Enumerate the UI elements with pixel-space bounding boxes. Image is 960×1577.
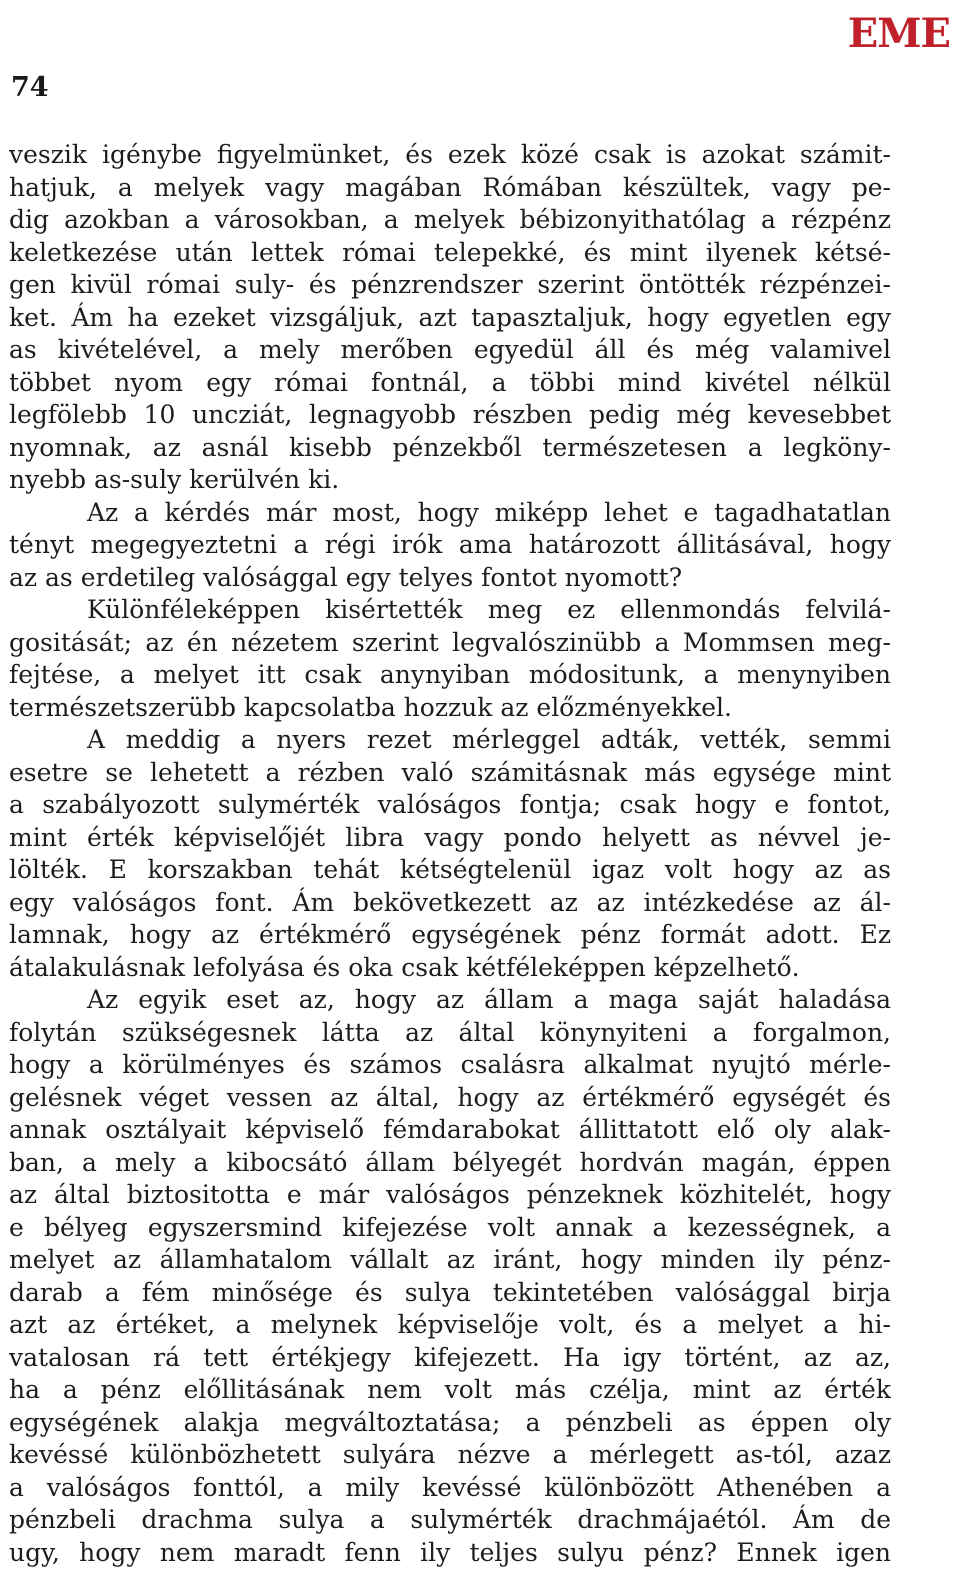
text-line: vatalosan rá tett értékjegy kifejezett. Ha igy történt, az az,: [9, 1342, 891, 1372]
text-line: az által biztositotta e már valóságos pénzeknek közhitelét, hogy: [9, 1180, 891, 1209]
text-line: többet nyom egy római fontnál, a többi mind kivétel nélkül: [9, 367, 891, 397]
text-line: gen kivül római suly- és pénzrendszer szerint öntötték rézpénzei-: [9, 270, 891, 299]
text-line: nyebb as-suly kerülvén ki.: [9, 465, 340, 494]
text-line: tényt megegyeztetni a régi irók ama határozott állitásával, hogy: [9, 530, 891, 559]
text-line: hatjuk, a melyek vagy magában Rómában készültek, vagy pe-: [9, 172, 891, 202]
text-line: hogy a körülményes és számos csalásra alkalmat nyujtó mérle-: [9, 1050, 891, 1079]
text-line: dig azokban a városokban, a melyek bébizonyithatólag a rézpénz: [9, 205, 891, 234]
text-line: a szabályozott sulymérték valóságos fontja; csak hogy e fontot,: [9, 790, 891, 819]
text-line: A meddig a nyers rezet mérleggel adták, vették, semmi: [87, 725, 891, 754]
text-line: folytán szükségesnek látta az által könynyiteni a forgalmon,: [9, 1017, 891, 1047]
text-line: természetszerübb kapcsolatba hozzuk az előzményekkel.: [9, 692, 732, 722]
text-line: gositását; az én nézetem szerint legvalószinübb a Mommsen meg-: [9, 627, 891, 657]
eme-logo: EME: [847, 10, 950, 57]
text-body: [9, 139, 891, 1569]
text-line: egységének alakja megváltoztatása; a pénzbeli as éppen oly: [9, 1407, 891, 1437]
text-line: ket. Ám ha ezeket vizsgáljuk, azt tapasztaljuk, hogy egyetlen egy: [9, 302, 891, 332]
text-line: veszik igénybe figyelmünket, és ezek közé csak is azokat számit-: [9, 140, 891, 169]
text-line: legfölebb 10 uncziát, legnagyobb részben pedig még kevesebbet: [9, 400, 891, 429]
text-line: keletkezése után lettek római telepekké, és mint ilyenek kétsé-: [9, 237, 891, 267]
text-line: Az a kérdés már most, hogy miképp lehet e tagadhatatlan: [87, 497, 891, 527]
text-line: esetre se lehetett a rézben való számitásnak más egysége mint: [9, 757, 891, 787]
text-line: as kivételével, a mely merőben egyedül áll és még valamivel: [9, 335, 891, 364]
text-line: kevéssé különbözhetett sulyára nézve a mérlegett as-tól, azaz: [9, 1440, 891, 1469]
text-line: ha a pénz előllitásának nem volt más czélja, mint az érték: [9, 1375, 891, 1404]
text-line: gelésnek véget vessen az által, hogy az értékmérő egységét és: [9, 1082, 891, 1112]
text-line: egy valóságos font. Ám bekövetkezett az az intézkedése az ál-: [9, 887, 891, 917]
text-line: a valóságos fonttól, a mily kevéssé különbözött Athenében a: [9, 1472, 891, 1502]
text-line: mint érték képviselőjét libra vagy pondo helyett as névvel je-: [9, 822, 891, 852]
text-line: annak osztályait képviselő fémdarabokat állittatott elő oly alak-: [9, 1115, 891, 1144]
text-line: fejtése, a melyet itt csak anynyiban módositunk, a menynyiben: [9, 660, 891, 689]
text-line: Az egyik eset az, hogy az állam a maga saját haladása: [87, 985, 891, 1014]
text-line: átalakulásnak lefolyása és oka csak kétféleképpen képzelhető.: [9, 952, 800, 982]
text-line: e bélyeg egyszersmind kifejezése volt annak a kezességnek, a: [9, 1212, 891, 1242]
text-line: darab a fém minősége és sulya tekintetében valósággal birja: [9, 1277, 891, 1307]
text-line: pénzbeli drachma sulya a sulymérték drachmájaétól. Ám de: [9, 1505, 891, 1534]
text-line: azt az értéket, a melynek képviselője volt, és a melyet a hi-: [9, 1310, 891, 1339]
text-line: nyomnak, az asnál kisebb pénzekből természetesen a legköny-: [9, 432, 891, 462]
text-line: lamnak, hogy az értékmérő egységének pénz formát adott. Ez: [9, 920, 891, 949]
text-line: ugy, hogy nem maradt fenn ily teljes sulyu pénz? Ennek igen: [9, 1537, 891, 1567]
page-number: 74: [11, 72, 49, 103]
text-line: az as erdetileg valósággal egy telyes fontot nyomott?: [9, 562, 683, 592]
text-line: ban, a mely a kibocsátó állam bélyegét hordván magán, éppen: [9, 1147, 891, 1177]
text-line: melyet az államhatalom vállalt az iránt, hogy minden ily pénz-: [9, 1245, 891, 1274]
text-line: lölték. E korszakban tehát kétségtelenül igaz volt hogy az as: [9, 855, 891, 884]
text-line: Különféleképpen kisértették meg ez ellenmondás felvilá-: [87, 595, 891, 624]
